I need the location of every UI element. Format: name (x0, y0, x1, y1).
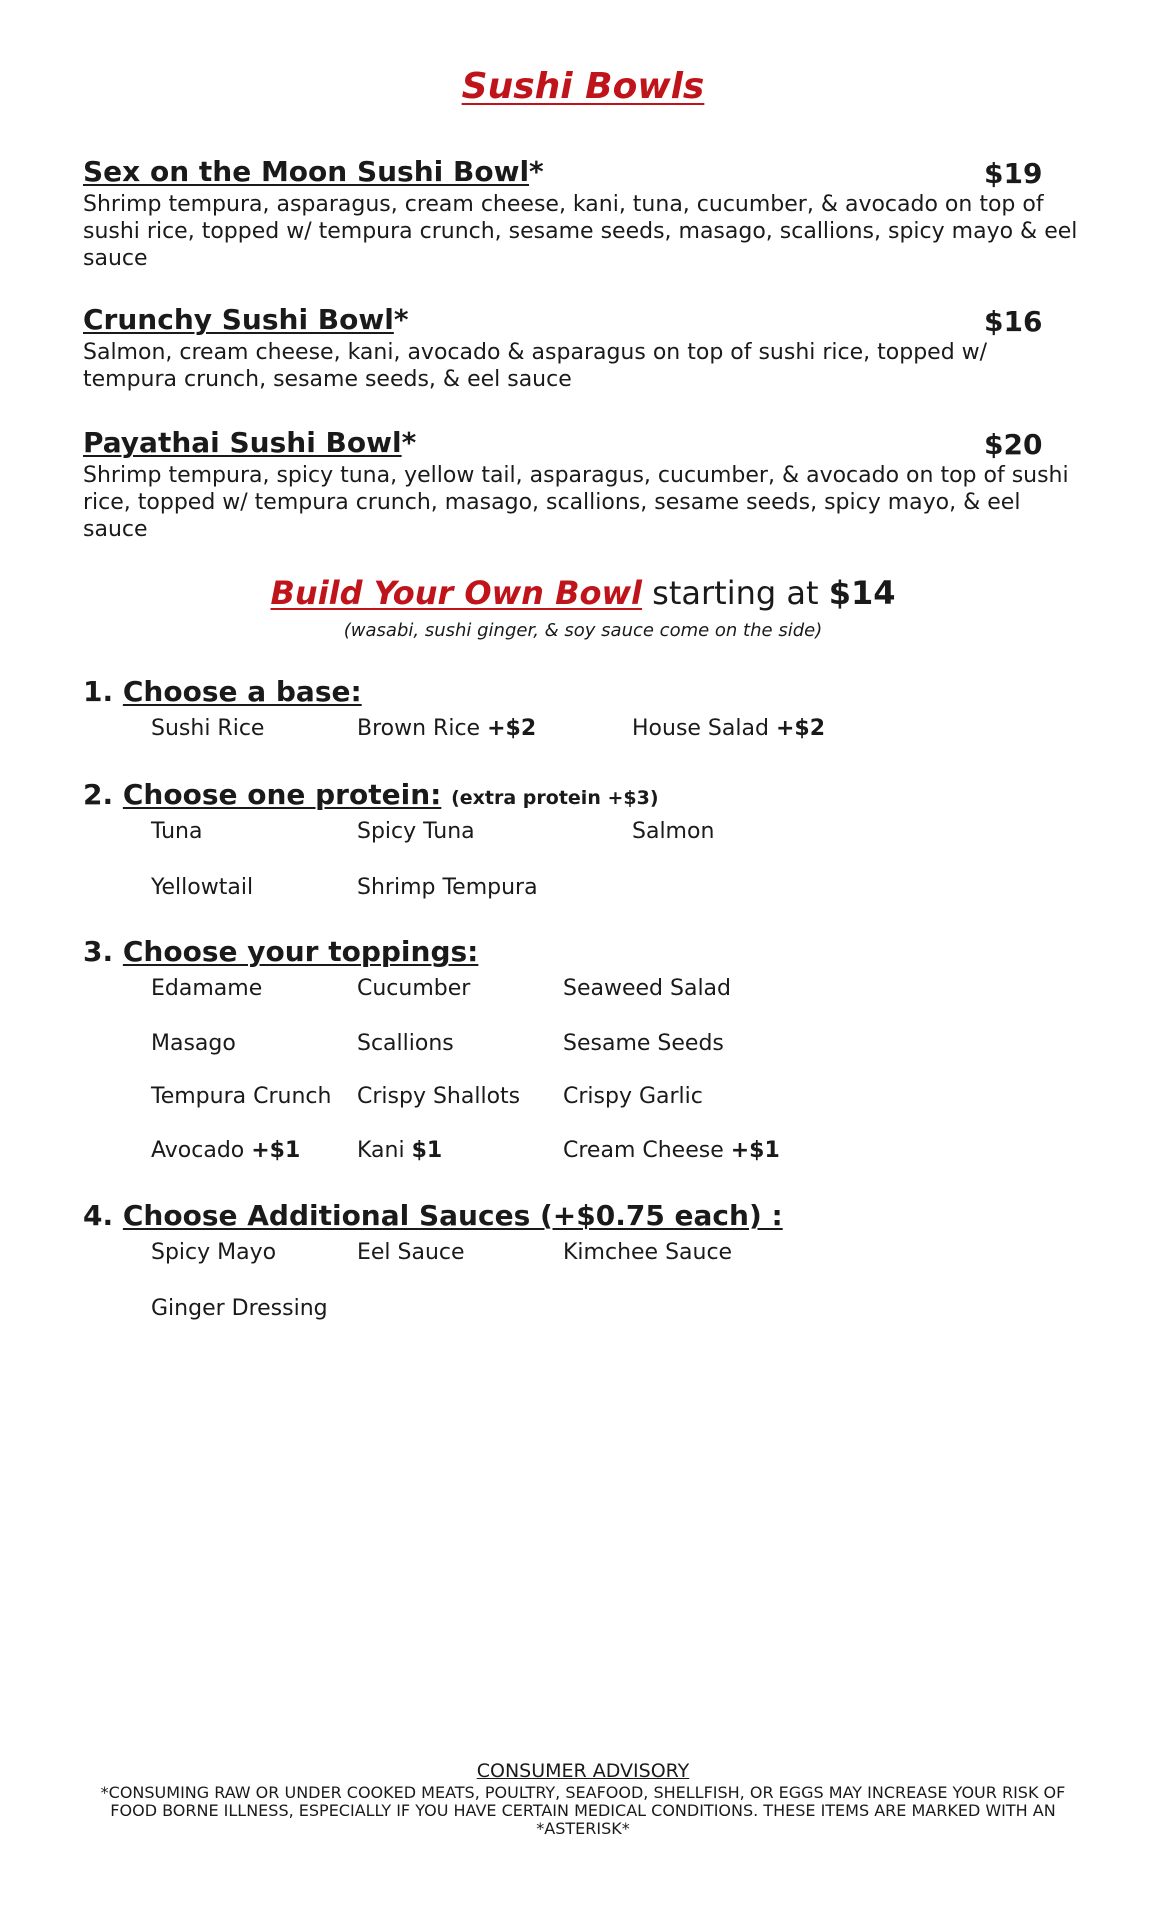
option-item: Scallions (357, 1031, 454, 1056)
menu-item-description: Shrimp tempura, spicy tuna, yellow tail, asparagus, cucumber, & avocado on top of sushi rice, topped w/ tempura crunch, masago, scallions, sesame seeds, spicy mayo, & eel sauce (83, 463, 1069, 542)
option-item: Edamame (151, 976, 263, 1001)
option-item: Yellowtail (151, 875, 254, 900)
option-item: Kani $1 (357, 1138, 443, 1163)
step-heading: 4. Choose Additional Sauces (+$0.75 each) : (83, 1199, 783, 1232)
option-item: Tempura Crunch (151, 1084, 332, 1109)
menu-item-price: $19 (984, 157, 1043, 190)
option-item: Ginger Dressing (151, 1296, 328, 1321)
option-item: Tuna (151, 819, 203, 844)
option-item: Salmon (632, 819, 715, 844)
consumer-advisory (0, 1760, 1166, 1838)
menu-item-description: Salmon, cream cheese, kani, avocado & asparagus on top of sushi rice, topped w/ tempura crunch, sesame seeds, & eel sauce (83, 340, 988, 392)
menu-item-price: $16 (984, 305, 1043, 338)
advisory-text: *CONSUMING RAW OR UNDER COOKED MEATS, POULTRY, SEAFOOD, SHELLFISH, OR EGGS MAY INCREASE YOUR RISK OF FOOD BORNE ILLNESS, ESPECIALLY IF YOU HAVE CERTAIN MEDICAL CONDITIONS. THESE ITEMS ARE MARKED WITH AN *ASTERISK* (100, 1783, 1066, 1838)
menu-item-name: Payathai Sushi Bowl* (83, 426, 417, 459)
menu-item-name: Crunchy Sushi Bowl* (83, 303, 409, 336)
step-heading: 2. Choose one protein: (extra protein +$3) (83, 778, 659, 811)
option-item: House Salad +$2 (632, 716, 826, 741)
page-title: Sushi Bowls (461, 66, 705, 107)
option-item: Crispy Garlic (563, 1084, 703, 1109)
option-item: Masago (151, 1031, 236, 1056)
option-item: Spicy Tuna (357, 819, 475, 844)
option-item: Crispy Shallots (357, 1084, 521, 1109)
option-item: Cream Cheese +$1 (563, 1138, 780, 1163)
option-item: Shrimp Tempura (357, 875, 538, 900)
option-item: Brown Rice +$2 (357, 716, 537, 741)
option-item: Kimchee Sauce (563, 1240, 733, 1265)
step-heading: 1. Choose a base: (83, 675, 362, 708)
option-item: Sesame Seeds (563, 1031, 724, 1056)
build-your-own-price: $14 (828, 574, 896, 612)
menu-item-description: Shrimp tempura, asparagus, cream cheese, kani, tuna, cucumber, & avocado on top of sushi rice, topped w/ tempura crunch, sesame seeds, masago, scallions, spicy mayo & eel sauce (83, 192, 1078, 271)
option-item: Avocado +$1 (151, 1138, 301, 1163)
build-your-own-title: Build Your Own Bowl (270, 574, 642, 612)
option-item: Eel Sauce (357, 1240, 465, 1265)
build-your-own-heading: Build Your Own Bowl starting at $14 (270, 574, 896, 612)
option-item: Seaweed Salad (563, 976, 732, 1001)
advisory-title: CONSUMER ADVISORY (476, 1760, 690, 1782)
option-item: Sushi Rice (151, 716, 265, 741)
build-your-own-note: (wasabi, sushi ginger, & soy sauce come on the side) (343, 620, 823, 641)
menu-item-price: $20 (984, 428, 1043, 461)
option-item: Spicy Mayo (151, 1240, 277, 1265)
menu-item-name: Sex on the Moon Sushi Bowl* (83, 155, 544, 188)
option-item: Cucumber (357, 976, 471, 1001)
step-heading: 3. Choose your toppings: (83, 935, 479, 968)
